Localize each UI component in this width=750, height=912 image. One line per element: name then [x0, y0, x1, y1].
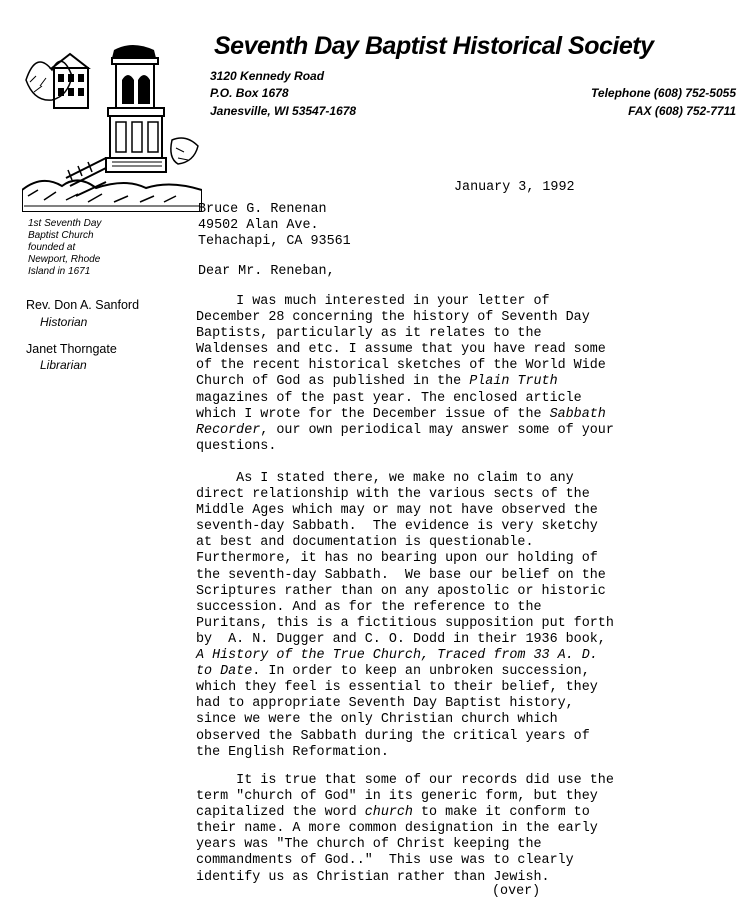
letter-line	[196, 648, 614, 664]
letter-line	[196, 358, 614, 374]
line-text: at best and documentation is questionable.	[196, 535, 534, 551]
line-text: the seventh-day Sabbath. We base our belief on the	[196, 567, 606, 583]
line-text: years was "The church of Christ keeping the	[196, 837, 542, 853]
letter-line	[196, 391, 614, 407]
letter-line	[196, 342, 614, 358]
line-text: which I wrote for the December issue of the	[196, 406, 550, 422]
line-text: magazines of the past year. The enclosed article	[196, 390, 582, 406]
letter-line	[196, 773, 614, 789]
logo-caption-line: 1st Seventh Day	[28, 218, 102, 229]
staff-librarian-role: Librarian	[40, 358, 87, 372]
line-text: Middle Ages which may or may not have observed the	[196, 503, 598, 519]
line-text: succession. And as for the reference to the	[196, 599, 542, 615]
address-line-po-box: P.O. Box 1678	[210, 86, 289, 100]
line-text: Furthermore, it has no bearing upon our holding of	[196, 551, 598, 567]
letter-line	[196, 664, 614, 680]
logo-caption-line: founded at	[28, 242, 76, 253]
line-text: December 28 concerning the history of Seventh Day	[196, 310, 590, 326]
line-text: term "church of God" in its generic form, but they	[196, 789, 598, 805]
address-line-street: 3120 Kennedy Road	[210, 69, 325, 83]
recipient-street: 49502 Alan Ave.	[198, 218, 319, 233]
recipient-name: Bruce G. Renenan	[198, 202, 327, 217]
address-line-city: Janesville, WI 53547-1678	[210, 104, 357, 118]
line-text: their name. A more common designation in the early	[196, 821, 598, 837]
letter-line	[196, 584, 614, 600]
letter-line	[196, 439, 614, 455]
letter-date: January 3, 1992	[454, 180, 575, 195]
organization-name: Seventh Day Baptist Historical Society	[214, 32, 654, 60]
line-text: I was much interested in your letter of	[196, 294, 550, 309]
letter-paragraph-1	[196, 294, 614, 455]
letter-paragraph-3	[196, 773, 614, 886]
letter-line	[196, 870, 614, 886]
line-text: identify us as Christian rather than Jewish.	[196, 869, 550, 885]
line-text: had to appropriate Seventh Day Baptist history,	[196, 696, 574, 712]
line-text: since we were the only Christian church which	[196, 712, 558, 728]
line-text: to make it conform to	[412, 805, 590, 821]
italic-title-text: Sabbath	[549, 406, 606, 422]
letter-line	[196, 294, 614, 310]
logo-caption-line: Newport, Rhode	[28, 254, 101, 265]
letter-line	[196, 310, 614, 326]
letter-line	[196, 407, 614, 423]
letter-line	[196, 729, 614, 745]
letter-line	[196, 853, 614, 869]
fax-number: FAX (608) 752-7711	[628, 104, 736, 118]
line-text: questions.	[196, 438, 277, 454]
line-text: , our own periodical may answer some of your	[260, 422, 614, 438]
letter-line	[196, 326, 614, 342]
logo-caption-line: Island in 1671	[28, 266, 91, 277]
page-footer-over: (over)	[492, 884, 541, 899]
logo-caption-line: Baptist Church	[28, 230, 94, 241]
line-text: Scriptures rather than on any apostolic or historic	[196, 583, 606, 599]
line-text: Church of God as published in the	[196, 374, 470, 390]
salutation: Dear Mr. Reneban,	[198, 264, 335, 279]
letter-line	[196, 503, 614, 519]
staff-historian-name: Rev. Don A. Sanford	[26, 298, 140, 312]
line-text: As I stated there, we make no claim to any	[196, 471, 574, 486]
line-text: . In order to keep an unbroken succession,	[252, 664, 590, 680]
letter-line	[196, 696, 614, 712]
letter-line	[196, 680, 614, 696]
letter-paragraph-2	[196, 471, 614, 761]
letter-line	[196, 487, 614, 503]
italic-title-text: Recorder	[196, 422, 261, 438]
italic-title-text: church	[364, 805, 413, 821]
letter-line	[196, 471, 614, 487]
letter-line	[196, 837, 614, 853]
line-text: the English Reformation.	[196, 744, 389, 760]
line-text: direct relationship with the various sects of the	[196, 487, 590, 503]
line-text: of the recent historical sketches of the World Wide	[196, 358, 606, 374]
line-text: It is true that some of our records did use the	[196, 773, 614, 788]
letter-line	[196, 745, 614, 761]
line-text: observed the Sabbath during the critical years of	[196, 728, 590, 744]
line-text: seventh-day Sabbath. The evidence is very sketchy	[196, 519, 598, 535]
letter-line	[196, 519, 614, 535]
church-engraving-logo	[22, 40, 202, 212]
line-text: commandments of God.." This use was to clearly	[196, 853, 574, 869]
staff-historian-role: Historian	[40, 315, 88, 329]
letter-line	[196, 551, 614, 567]
staff-librarian-name: Janet Thorngate	[26, 342, 117, 356]
line-text: capitalized the word	[196, 805, 365, 821]
italic-title-text: to Date	[196, 664, 253, 680]
letter-line	[196, 805, 614, 821]
letter-line	[196, 423, 614, 439]
italic-title-text: A History of the True Church, Traced from 33 A. D.	[196, 648, 598, 664]
letter-line	[196, 789, 614, 805]
line-text: by A. N. Dugger and C. O. Dodd in their 1936 book,	[196, 631, 606, 647]
line-text: Baptists, particularly as it relates to the	[196, 326, 542, 342]
letter-line	[196, 821, 614, 837]
letter-line	[196, 535, 614, 551]
line-text: Puritans, this is a fictitious supposition put forth	[196, 615, 614, 631]
letter-line	[196, 600, 614, 616]
letter-line	[196, 374, 614, 390]
telephone-number: Telephone (608) 752-5055	[591, 86, 736, 100]
letter-line	[196, 616, 614, 632]
line-text: which they feel is essential to their belief, they	[196, 680, 598, 696]
recipient-city: Tehachapi, CA 93561	[198, 234, 351, 249]
line-text: Waldenses and etc. I assume that you have read some	[196, 342, 606, 358]
logo-caption	[28, 218, 128, 278]
letter-line	[196, 632, 614, 648]
letter-line	[196, 568, 614, 584]
italic-title-text: Plain Truth	[469, 374, 558, 390]
letter-line	[196, 712, 614, 728]
